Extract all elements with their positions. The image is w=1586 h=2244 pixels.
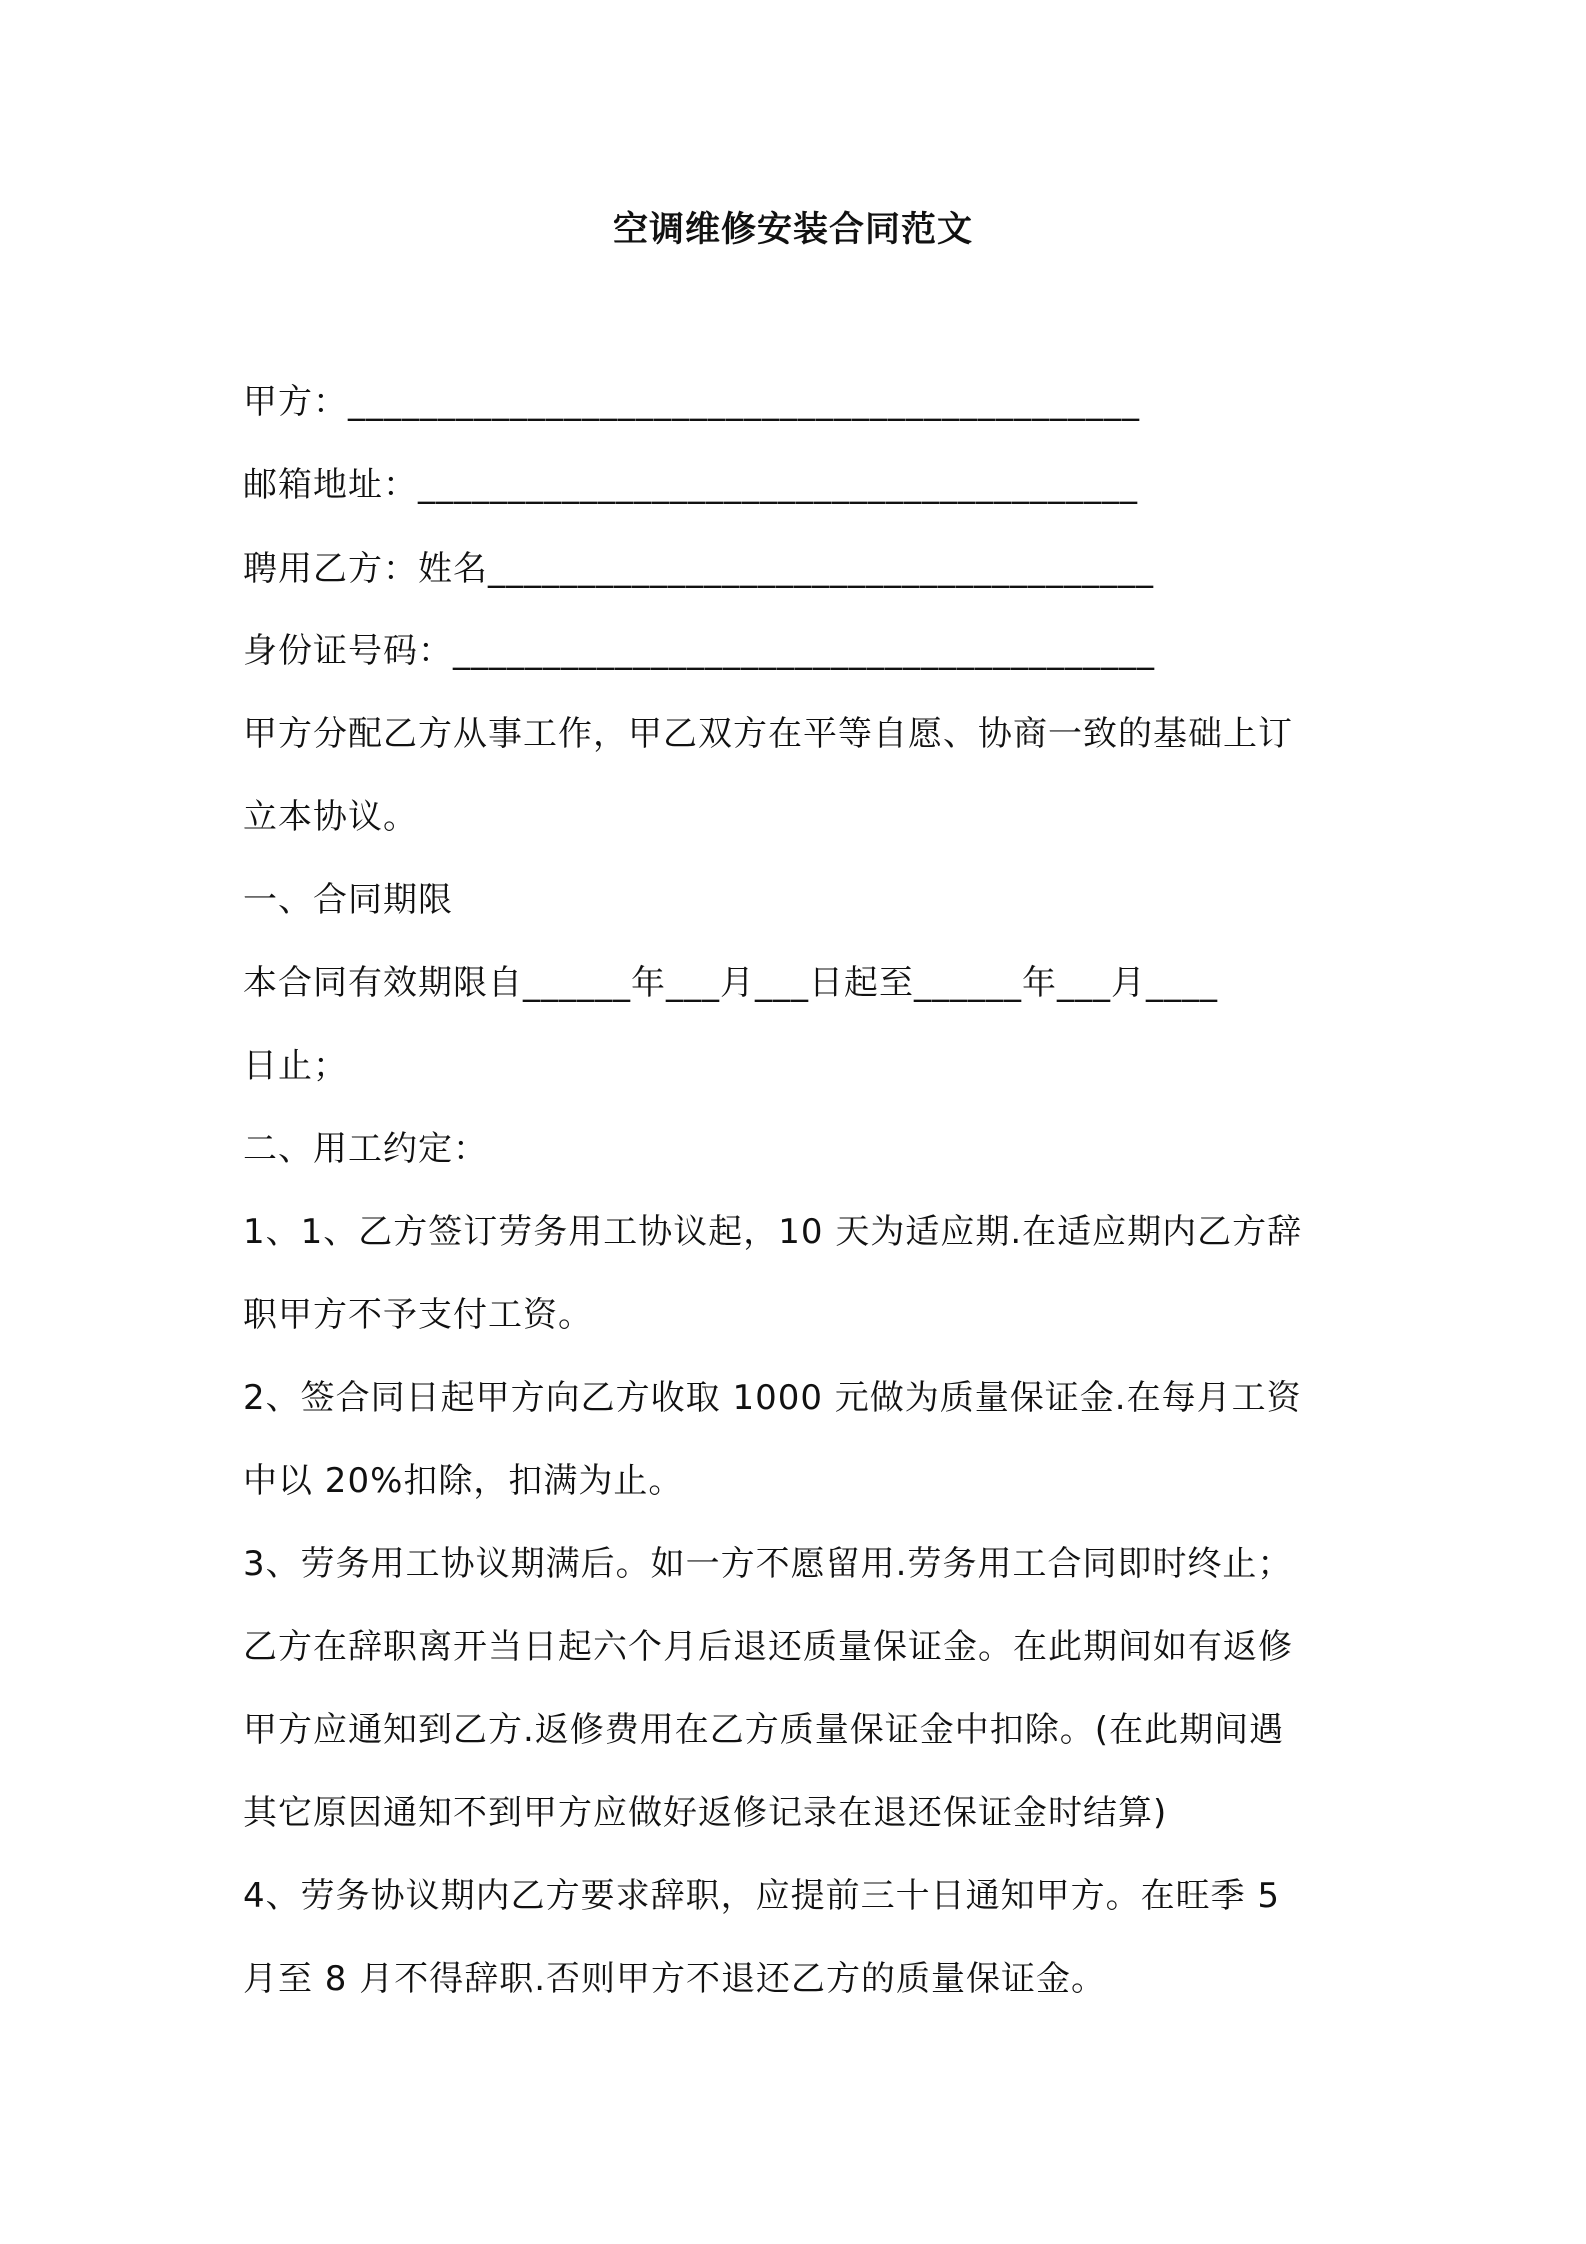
clause-4-line-2: 月至 8 月不得辞职.否则甲方不退还乙方的质量保证金。 — [243, 1959, 1107, 1999]
clause-1-line-1: 1、1、乙方签订劳务用工协议起，10 天为适应期.在适应期内乙方辞 — [243, 1212, 1303, 1252]
clause-2-line-2: 中以 20%扣除，扣满为止。 — [243, 1461, 684, 1501]
clause-3-line-4: 其它原因通知不到甲方应做好返修记录在退还保证金时结算) — [243, 1793, 1168, 1833]
clause-2-line-1: 2、签合同日起甲方向乙方收取 1000 元做为质量保证金.在每月工资 — [243, 1378, 1302, 1418]
intro-paragraph-line-2: 立本协议。 — [243, 797, 418, 837]
party-a-line: 甲方：____________________________________________ — [243, 382, 1140, 422]
email-address-line: 邮箱地址：________________________________________ — [243, 465, 1138, 505]
clause-3-line-2: 乙方在辞职离开当日起六个月后退还质量保证金。在此期间如有返修 — [243, 1627, 1293, 1667]
section-heading-employment: 二、用工约定： — [243, 1129, 488, 1169]
document-title: 空调维修安装合同范文 — [612, 210, 973, 250]
clause-3-line-3: 甲方应通知到乙方.返修费用在乙方质量保证金中扣除。(在此期间遇 — [243, 1710, 1285, 1750]
clause-4-line-1: 4、劳务协议期内乙方要求辞职，应提前三十日通知甲方。在旺季 5 — [243, 1876, 1281, 1916]
term-line-2: 日止； — [243, 1046, 348, 1086]
clause-1-line-2: 职甲方不予支付工资。 — [243, 1295, 593, 1335]
party-b-name-line: 聘用乙方：姓名_____________________________________ — [243, 549, 1154, 589]
id-number-line: 身份证号码：_______________________________________ — [243, 631, 1155, 671]
section-heading-term: 一、合同期限 — [243, 880, 453, 920]
clause-3-line-1: 3、劳务用工协议期满后。如一方不愿留用.劳务用工合同即时终止； — [243, 1544, 1293, 1584]
term-line-1: 本合同有效期限自______年___月___日起至______年___月____ — [243, 963, 1218, 1003]
intro-paragraph-line-1: 甲方分配乙方从事工作，甲乙双方在平等自愿、协商一致的基础上订 — [243, 714, 1293, 754]
